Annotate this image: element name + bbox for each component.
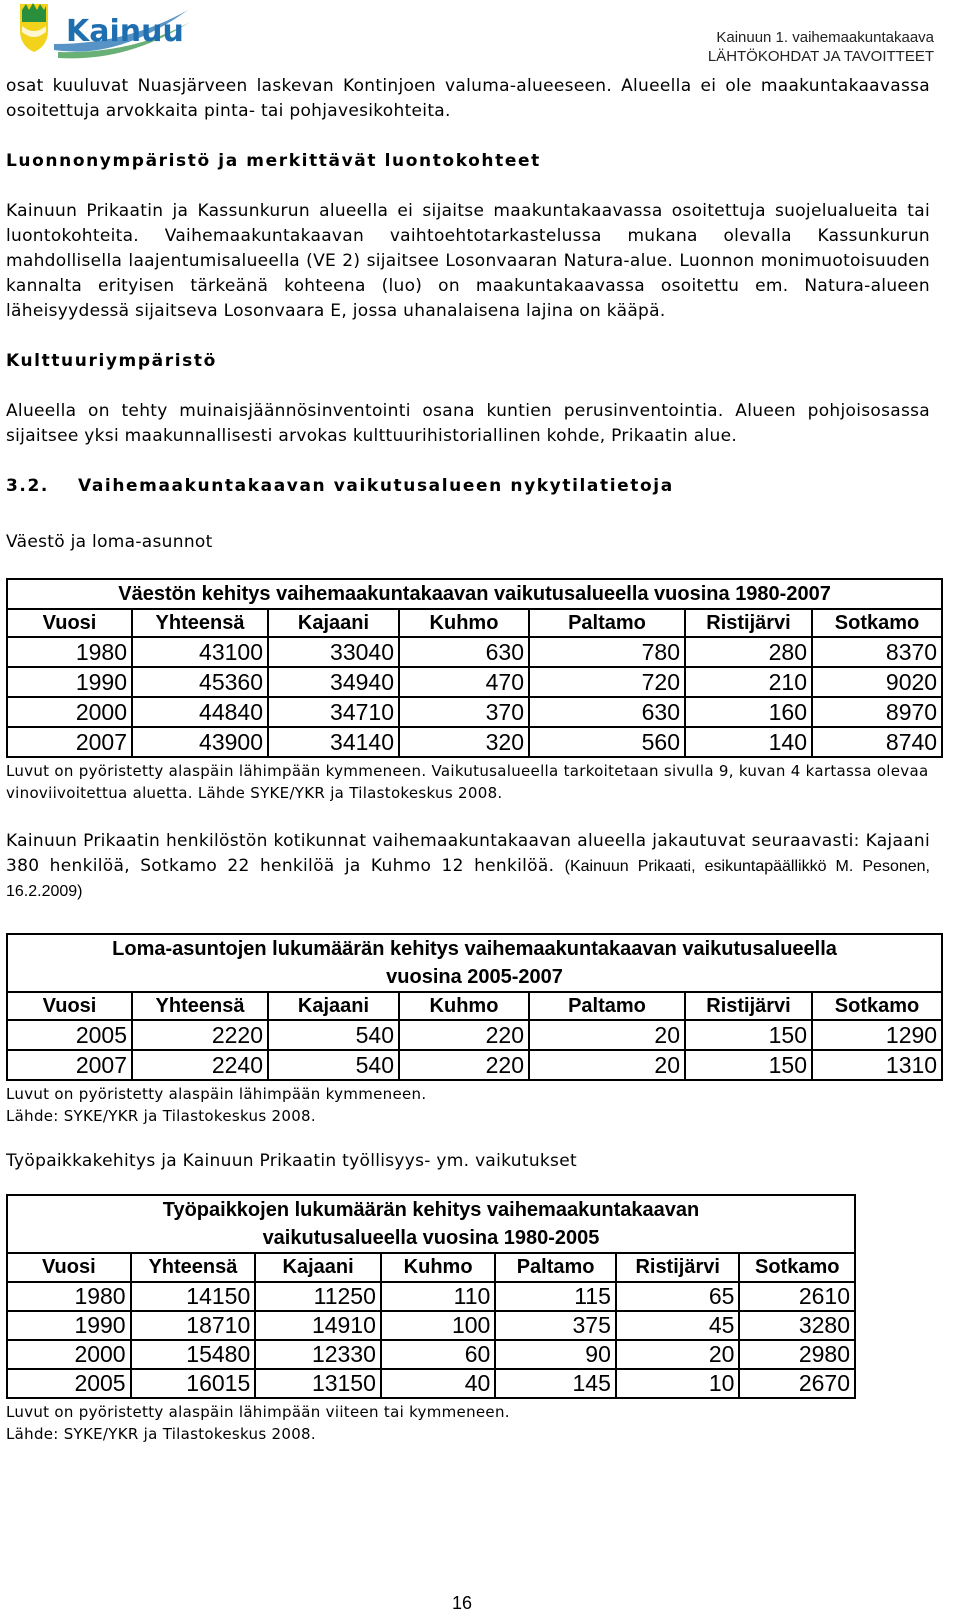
table-cell: 2670: [739, 1369, 855, 1398]
table-cell: 34140: [268, 727, 399, 757]
table-cell: 2007: [7, 1050, 132, 1080]
table-cell: 115: [495, 1282, 616, 1311]
document-title: Kainuun 1. vaihemaakuntakaava: [716, 29, 934, 46]
table-cell: 2220: [132, 1020, 268, 1050]
table-cell: 2005: [7, 1020, 132, 1050]
table-cell: 100: [381, 1311, 495, 1340]
table-cell: 33040: [268, 637, 399, 667]
section-title: Vaihemaakuntakaavan vaikutusalueen nykytilatietoja: [78, 476, 674, 496]
holiday-note-1: Luvut on pyöristetty alaspäin lähimpään kymmeneen.: [6, 1085, 427, 1103]
table-cell: 8970: [812, 697, 942, 727]
table-cell: 630: [529, 697, 685, 727]
table-cell: 540: [268, 1020, 399, 1050]
col-header: Ristijärvi: [616, 1253, 740, 1282]
table-cell: 150: [685, 1020, 812, 1050]
table-cell: 110: [381, 1282, 495, 1311]
table-cell: 540: [268, 1050, 399, 1080]
holiday-homes-table: [6, 933, 943, 1081]
table-row: [7, 1050, 942, 1080]
col-header: Yhteensä: [132, 992, 268, 1020]
col-header: Kuhmo: [399, 609, 529, 637]
table-row: [7, 697, 942, 727]
col-header: Paltamo: [529, 992, 685, 1020]
table-cell: 90: [495, 1340, 616, 1369]
page-content: [6, 74, 938, 1445]
table-cell: 15480: [131, 1340, 256, 1369]
table-cell: 45: [616, 1311, 740, 1340]
table-cell: 630: [399, 637, 529, 667]
table-cell: 12330: [255, 1340, 381, 1369]
table-cell: 2980: [739, 1340, 855, 1369]
table-row: [7, 727, 942, 757]
table-cell: 20: [529, 1020, 685, 1050]
col-header: Sotkamo: [812, 609, 942, 637]
table-cell: 2005: [7, 1369, 131, 1398]
table-cell: 150: [685, 1050, 812, 1080]
holiday-note-2: Lähde: SYKE/YKR ja Tilastokeskus 2008.: [6, 1107, 316, 1125]
population-subheading: Väestö ja loma-asunnot: [6, 532, 213, 552]
table-cell: 43100: [132, 637, 268, 667]
table-cell: 60: [381, 1340, 495, 1369]
table-row: [7, 1311, 855, 1340]
table-cell: 1990: [7, 667, 132, 697]
holiday-table-title-line1: Loma-asuntojen lukumäärän kehitys vaihemaakuntakaavan vaikutusalueella: [112, 938, 837, 960]
col-header: Sotkamo: [739, 1253, 855, 1282]
logo-text: Kainuu: [66, 14, 184, 49]
staff-paragraph: [6, 829, 930, 904]
col-header: Yhteensä: [131, 1253, 256, 1282]
table-cell: 18710: [131, 1311, 256, 1340]
table-cell: 14910: [255, 1311, 381, 1340]
jobs-table-title-line1: Työpaikkojen lukumäärän kehitys vaihemaakuntakaavan: [162, 1199, 700, 1221]
col-header: Vuosi: [7, 609, 132, 637]
culture-heading: Kulttuuriympäristö: [6, 351, 217, 371]
table-cell: 20: [529, 1050, 685, 1080]
table-cell: 145: [495, 1369, 616, 1398]
col-header: Yhteensä: [132, 609, 268, 637]
staff-text: Kainuun Prikaatin henkilöstön kotikunnat vaihemaakuntakaavan alueella jakautuvat seuraavasti: Kajaani 380 henkilöä, Sotkamo 22 henkilöä ja Kuhmo 12 henkilöä.: [6, 831, 930, 876]
col-header: Kajaani: [255, 1253, 381, 1282]
document-subtitle: LÄHTÖKOHDAT JA TAVOITTEET: [707, 48, 934, 65]
table-cell: 2007: [7, 727, 132, 757]
col-header: Kajaani: [268, 992, 399, 1020]
table-row: [7, 1369, 855, 1398]
table-cell: 220: [399, 1020, 529, 1050]
table-cell: 8740: [812, 727, 942, 757]
col-header: Kajaani: [268, 609, 399, 637]
table-cell: 34710: [268, 697, 399, 727]
population-table-title: Väestön kehitys vaihemaakuntakaavan vaikutusalueella vuosina 1980-2007: [7, 579, 942, 609]
table-row: [7, 1020, 942, 1050]
table-cell: 44840: [132, 697, 268, 727]
table-cell: 210: [685, 667, 812, 697]
col-header: Ristijärvi: [685, 992, 812, 1020]
holiday-table-title-line2: vuosina 2005-2007: [386, 966, 563, 988]
table-cell: 1990: [7, 1311, 131, 1340]
table-cell: 1310: [812, 1050, 942, 1080]
table-cell: 2000: [7, 1340, 131, 1369]
population-note: Luvut on pyöristetty alaspäin lähimpään kymmeneen. Vaikutusalueella tarkoitetaan sivulla 9, kuvan 4 kartassa olevaa vinoviivoitettua aluetta. Lähde SYKE/YKR ja Tilastokeskus 2008.: [6, 762, 929, 802]
nature-paragraph: Kainuun Prikaatin ja Kassunkurun alueella ei sijaitse maakuntakaavassa osoitettuja suojelualueita tai luontokohteita. Vaihemaakuntakaavan vaihtoehtotarkastelussa mukana olevalla Kassunkurun mahdollisella laajentumisalueella (VE 2) sijaitsee Losonvaaran Natura-alue. Luonnon monimuotoisuuden kannalta erityisen tärkeänä kohteena (luo) on maakuntakaavassa osoitettu em. Natura-alueen läheisyydessä sijaitseva Losonvaara E, jossa uhanalaisena lajina on kääpä.: [6, 201, 930, 321]
table-cell: 8370: [812, 637, 942, 667]
population-table: [6, 578, 943, 758]
table-cell: 16015: [131, 1369, 256, 1398]
table-cell: 140: [685, 727, 812, 757]
table-row: [7, 1282, 855, 1311]
jobs-note-1: Luvut on pyöristetty alaspäin lähimpään viiteen tai kymmeneen.: [6, 1403, 510, 1421]
table-cell: 1980: [7, 637, 132, 667]
table-cell: 375: [495, 1311, 616, 1340]
table-row: [7, 637, 942, 667]
table-cell: 470: [399, 667, 529, 697]
holiday-table-title: [7, 934, 942, 992]
table-cell: 3280: [739, 1311, 855, 1340]
col-header: Vuosi: [7, 1253, 131, 1282]
table-cell: 65: [616, 1282, 740, 1311]
document-header: [708, 28, 934, 66]
section-number: 3.2.: [6, 476, 49, 496]
table-cell: 10: [616, 1369, 740, 1398]
table-row: [7, 667, 942, 697]
col-header: Paltamo: [495, 1253, 616, 1282]
intro-paragraph: osat kuuluvat Nuasjärveen laskevan Kontinjoen valuma-alueeseen. Alueella ei ole maakuntakaavassa osoitettuja arvokkaita pinta- tai pohjavesikohteita.: [6, 76, 930, 121]
table-cell: 2240: [132, 1050, 268, 1080]
table-cell: 780: [529, 637, 685, 667]
table-cell: 13150: [255, 1369, 381, 1398]
table-cell: 9020: [812, 667, 942, 697]
table-cell: 1290: [812, 1020, 942, 1050]
table-cell: 280: [685, 637, 812, 667]
table-cell: 370: [399, 697, 529, 727]
jobs-table-title: [7, 1195, 855, 1253]
table-cell: 2000: [7, 697, 132, 727]
jobs-subheading: Työpaikkakehitys ja Kainuun Prikaatin työllisyys- ym. vaikutukset: [6, 1151, 577, 1171]
culture-paragraph: Alueella on tehty muinaisjäännösinventointi osana kuntien perusinventointia. Alueen pohjoisosassa sijaitsee yksi maakunnallisesti arvokas kulttuurihistoriallinen kohde, Prikaatin alue.: [6, 401, 930, 446]
section-heading: [6, 474, 930, 499]
col-header: Ristijärvi: [685, 609, 812, 637]
table-cell: 720: [529, 667, 685, 697]
page-number: 16: [452, 1593, 473, 1613]
table-cell: 320: [399, 727, 529, 757]
table-cell: 40: [381, 1369, 495, 1398]
table-cell: 34940: [268, 667, 399, 697]
staff-source: (Kainuun Prikaati, esikuntapäällikkö M. Pesonen, 16.2.2009): [6, 858, 930, 900]
table-cell: 1980: [7, 1282, 131, 1311]
table-cell: 220: [399, 1050, 529, 1080]
jobs-table: [6, 1194, 856, 1399]
kainuu-logo: [18, 0, 193, 64]
table-cell: 20: [616, 1340, 740, 1369]
table-cell: 45360: [132, 667, 268, 697]
table-cell: 14150: [131, 1282, 256, 1311]
col-header: Kuhmo: [381, 1253, 495, 1282]
jobs-table-title-line2: vaikutusalueella vuosina 1980-2005: [262, 1227, 600, 1249]
col-header: Kuhmo: [399, 992, 529, 1020]
col-header: Sotkamo: [812, 992, 942, 1020]
table-cell: 560: [529, 727, 685, 757]
table-cell: 11250: [255, 1282, 381, 1311]
jobs-note-2: Lähde: SYKE/YKR ja Tilastokeskus 2008.: [6, 1425, 316, 1443]
table-row: [7, 1340, 855, 1369]
nature-heading: Luonnonympäristö ja merkittävät luontokohteet: [6, 151, 541, 171]
col-header: Vuosi: [7, 992, 132, 1020]
col-header: Paltamo: [529, 609, 685, 637]
table-cell: 160: [685, 697, 812, 727]
table-cell: 43900: [132, 727, 268, 757]
table-cell: 2610: [739, 1282, 855, 1311]
